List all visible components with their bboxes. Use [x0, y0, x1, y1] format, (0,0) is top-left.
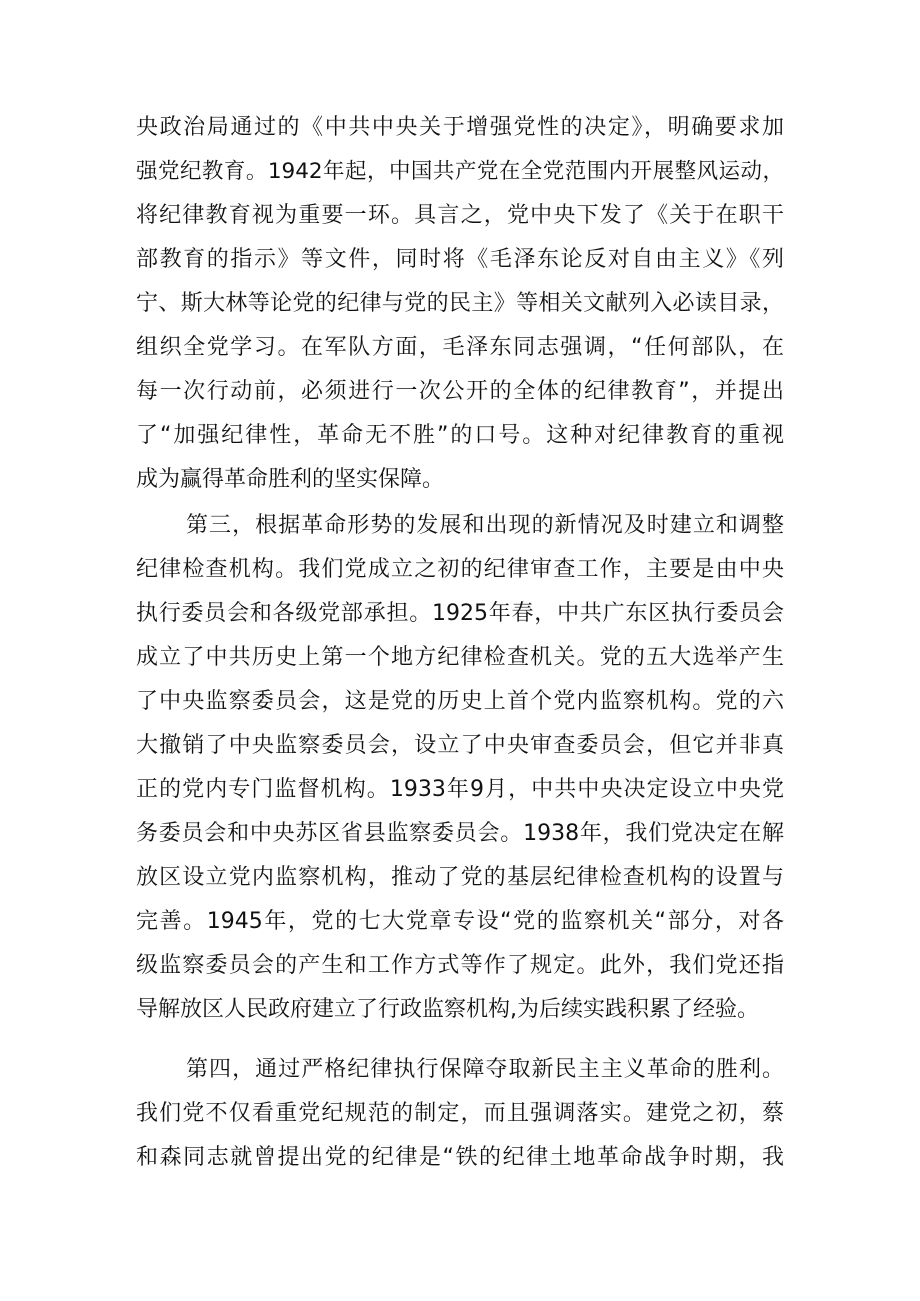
- text-line: 导解放区人民政府建立了行政监察机构,为后续实践积累了经验。: [136, 997, 759, 1022]
- text-line: 正的党内专门监督机构。1933年9月，中共中央决定设立中央党: [136, 777, 784, 802]
- text-line: 宁、斯大林等论党的纪律与党的民主》等相关文献列入必读目录，: [136, 291, 784, 316]
- text-line: 组织全党学习。在军队方面，毛泽东同志强调，“任何部队，在: [136, 335, 784, 360]
- text-line: 强党纪教育。1942年起，中国共产党在全党范围内开展整风运动，: [136, 159, 784, 184]
- text-line: 将纪律教育视为重要一环。具言之，党中央下发了《关于在职干: [136, 203, 784, 228]
- paragraph-1: [136, 106, 784, 502]
- text-line: 大撤销了中央监察委员会，设立了中央审查委员会，但它并非真: [136, 733, 784, 758]
- text-line: 成立了中共历史上第一个地方纪律检查机关。党的五大选举产生: [136, 645, 784, 670]
- text-line: 纪律检查机构。我们党成立之初的纪律审查工作，主要是由中央: [136, 557, 784, 582]
- text-line: 务委员会和中央苏区省县监察委员会。1938年，我们党决定在解: [136, 821, 784, 846]
- text-line: 部教育的指示》等文件，同时将《毛泽东论反对自由主义》《列: [136, 247, 784, 272]
- text-line: 第四，通过严格纪律执行保障夺取新民主主义革命的胜利。: [186, 1057, 784, 1082]
- text-line: 完善。1945年，党的七大党章专设“党的监察机关“部分，对各: [136, 909, 784, 934]
- text-line: 了“加强纪律性，革命无不胜”的口号。这种对纪律教育的重视: [136, 423, 784, 448]
- text-line: 执行委员会和各级党部承担。1925年春，中共广东区执行委员会: [136, 601, 784, 626]
- text-line: 了中央监察委员会，这是党的历史上首个党内监察机构。党的六: [136, 689, 784, 714]
- text-line: 放区设立党内监察机构，推动了党的基层纪律检查机构的设置与: [136, 865, 784, 890]
- text-line: 我们党不仅看重党纪规范的制定，而且强调落实。建党之初，蔡: [136, 1101, 784, 1126]
- text-line: 第三，根据革命形势的发展和出现的新情况及时建立和调整: [186, 513, 784, 538]
- text-line: 级监察委员会的产生和工作方式等作了规定。此外，我们党还指: [136, 953, 784, 978]
- text-line: 央政治局通过的《中共中央关于增强党性的决定》，明确要求加: [136, 115, 784, 140]
- paragraph-3: [136, 1048, 784, 1180]
- text-line: 和森同志就曾提出党的纪律是“铁的纪律土地革命战争时期，我: [136, 1145, 784, 1170]
- paragraph-2: [136, 504, 784, 1032]
- text-line: 每一次行动前，必须进行一次公开的全体的纪律教育”，并提出: [136, 379, 784, 404]
- text-line: 成为赢得革命胜利的坚实保障。: [136, 467, 445, 492]
